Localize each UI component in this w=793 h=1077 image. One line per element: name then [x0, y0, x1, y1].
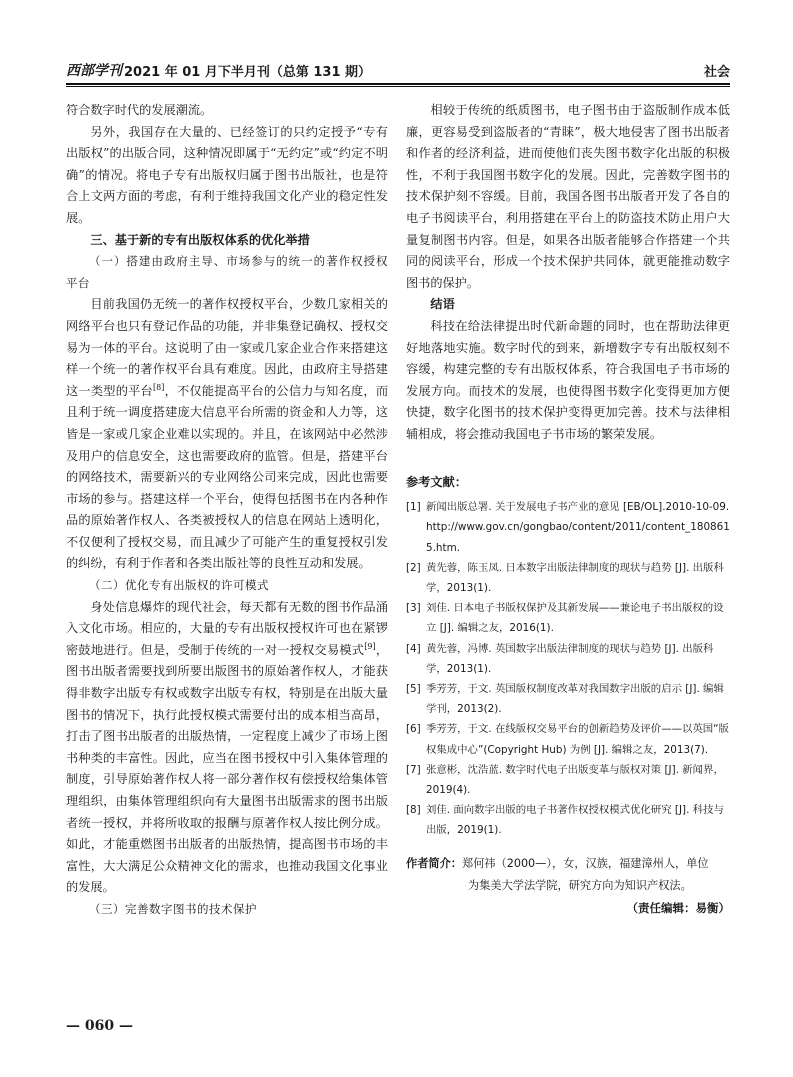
reference-item — [406, 679, 730, 719]
responsible-editor: （责任编辑：易衡） — [626, 900, 730, 915]
author-label: 作者简介： — [406, 856, 462, 870]
paragraph: 相较于传统的纸质图书，电子图书由于盗版制作成本低廉，更容易受到盗版者的“青睐”，极大地侵害了图书出版者和作者的经济利益，进而使他们丧失图书数字化出版的积极性，不利于我国图书数字化的发展。因此，完善数字图书的技术保护刻不容缓。目前，我国各图书出版者开发了各自的电子书阅读平台，利用搭建在平台上的防盗技术防止用户大量复制图书内容。但是，如果各出版者能够合作搭建一个共同的阅读平台，形成一个技术保护共同体，就更能推动数字图书的保护。 — [406, 103, 730, 290]
conclusion-heading: 结语 — [430, 297, 455, 312]
author-line — [406, 853, 730, 875]
reference-item — [406, 497, 730, 558]
reference-text: 季芳芳，于文. 英国版权制度改革对我国数字出版的启示 [J]. 编辑学刊，2013(2). — [426, 682, 724, 716]
reference-item — [406, 800, 730, 840]
subsection-heading: （一）搭建由政府主导、市场参与的统一的著作权授权平台 — [66, 254, 388, 290]
reference-number: [7] — [406, 763, 421, 776]
paragraph: 科技在给法律提出时代新命题的同时，也在帮助法律更好地落地实施。数字时代的到来，新增数字专有出版权刻不容缓，构建完整的专有出版权体系，符合我国电子书市场的发展方向。而技术的发展，也使得图书数字化变得更加方便快捷，数字化图书的技术保护变得更加完善。技术与法律相辅相成，将会推动我国电子书市场的繁荣发展。 — [406, 318, 730, 441]
citation-marker: [8] — [152, 382, 165, 392]
reference-text: 张意彬，沈浩蓝. 数字时代电子出版变革与版权对策 [J]. 新闻界，2019(4). — [426, 763, 724, 796]
left-column — [66, 100, 388, 921]
header-left — [66, 60, 371, 80]
reference-number: [1] — [406, 501, 421, 514]
issue-info: 2021 年 01 月下半月刊（总第 131 期） — [124, 65, 372, 80]
reference-item — [406, 639, 730, 679]
reference-number: [5] — [406, 682, 421, 695]
subsection-heading: （三）完善数字图书的技术保护 — [89, 901, 257, 916]
author-bio — [406, 853, 730, 897]
header-rule-thick — [66, 83, 730, 85]
reference-number: [4] — [406, 642, 421, 655]
text-run: ，不仅能提高平台的公信力与知名度，而且利于统一调度搭建庞大信息平台所需的资金和人力等，这皆是一家或几家企业难以实现的。并且，在该网站中必然涉及用户的信息安全，这也需要政府的监管。但是，搭建平台的网络技术，需要新兴的专业网络公司来完成，因此也需要市场的参与。搭建这样一个平台，使得包括图书在内各种作品的原始著作权人、各类被授权人的信息在网站上透明化，不仅便利了授权交易，而且减少了可能产生的重复授权引发的纠纷，有利于作者和各类出版社等的良性互动和发展。 — [66, 383, 389, 571]
reference-text: 季芳芳，于文. 在线版权交易平台的创新趋势及评价——以英国“版权集成中心”(Copyright Hub) 为例 [J]. 编辑之友，2013(7). — [426, 723, 729, 756]
reference-list — [406, 497, 730, 840]
reference-text: 黄先蓉，冯博. 英国数字出版法律制度的现状与趋势 [J]. 出版科学，2013(1). — [426, 642, 714, 675]
reference-number: [3] — [406, 602, 421, 615]
running-header — [66, 62, 730, 80]
reference-text: 新闻出版总署. 关于发展电子书产业的意见 [EB/OL].2010-10-09. http://www.gov.cn/gongbao/content/2011/content_1808615.htm. — [426, 501, 730, 554]
reference-text: 黄先蓉，陈玉凤. 日本数字出版法律制度的现状与趋势 [J]. 出版科学，2013(1). — [426, 561, 724, 594]
journal-logo: 西部学刊 — [66, 63, 122, 79]
subsection-heading: （二）优化专有出版权的许可模式 — [89, 578, 269, 593]
reference-number: [6] — [406, 723, 421, 736]
paragraph: 符合数字时代的发展潮流。 — [66, 103, 213, 117]
text-run: 身处信息爆炸的现代社会，每天都有无数的图书作品涌入文化市场。相应的，大量的专有出版权授权许可也在紧锣密鼓地进行。但是，受制于传统的一对一授权交易模式 — [66, 599, 388, 657]
right-column — [406, 100, 730, 919]
paragraph — [66, 294, 388, 575]
reference-item — [406, 719, 730, 759]
paragraph: 另外，我国存在大量的、已经签订的只约定授予“专有出版权”的出版合同，这种情况即属于“无约定”或“约定不明确”的情况。将电子专有出版权归属于图书出版社，也是符合上文两方面的考虑，有利于维持我国文化产业的稳定性发展。 — [66, 124, 388, 225]
reference-number: [2] — [406, 561, 421, 574]
citation-marker: [9] — [364, 641, 376, 651]
reference-item — [406, 760, 730, 800]
author-text: 郑何祎（2000—），女，汉族，福建漳州人，单位 — [461, 856, 709, 870]
text-run: 目前我国仍无统一的著作权授权平台，少数几家相关的网络平台也只有登记作品的功能，并非集登记确权、授权交易为一体的平台。这说明了由一家或几家企业合作来搭建这样一个统一的著作权平台具有难度。因此，由政府主导搭建这一类型的平台 — [66, 297, 388, 398]
reference-number: [8] — [406, 804, 421, 817]
reference-item — [406, 558, 730, 598]
section-label: 社会 — [703, 65, 730, 80]
reference-item — [406, 598, 730, 638]
author-line: 为集美大学法学院，研究方向为知识产权法。 — [468, 878, 692, 892]
page-number: — 060 — — [66, 1018, 133, 1034]
text-run: ，图书出版者需要找到所要出版图书的原始著作权人，才能获得非数字出版专有权或数字出版专有权，特别是在出版大量图书的情况下，执行此授权模式需要付出的成本相当高昂，打击了图书出版者的出版热情，一定程度上减少了市场上图书种类的丰富性。因此，应当在图书授权中引入集体管理的制度，引导原始著作权人将一部分著作权有偿授权给集体管理组织，由集体管理组织向有大量图书出版需求的图书出版者统一授权，并将所收取的报酬与原著作权人按比例分成。如此，才能重燃图书出版者的出版热情，提高图书市场的丰富性，大大满足公众精神文化的需求，也推动我国文化事业的发展。 — [66, 642, 389, 895]
header-rule-thin — [66, 86, 730, 87]
references-heading: 参考文献： — [406, 474, 467, 489]
section-heading: 三、基于新的专有出版权体系的优化举措 — [90, 232, 310, 247]
reference-text: 刘佳. 面向数字出版的电子书著作权授权模式优化研究 [J]. 科技与出版，2019(1). — [426, 804, 724, 837]
reference-text: 刘佳. 日本电子书版权保护及其新发展——兼论电子书出版权的设立 [J]. 编辑之友，2016(1). — [426, 602, 724, 635]
paragraph — [66, 597, 388, 899]
